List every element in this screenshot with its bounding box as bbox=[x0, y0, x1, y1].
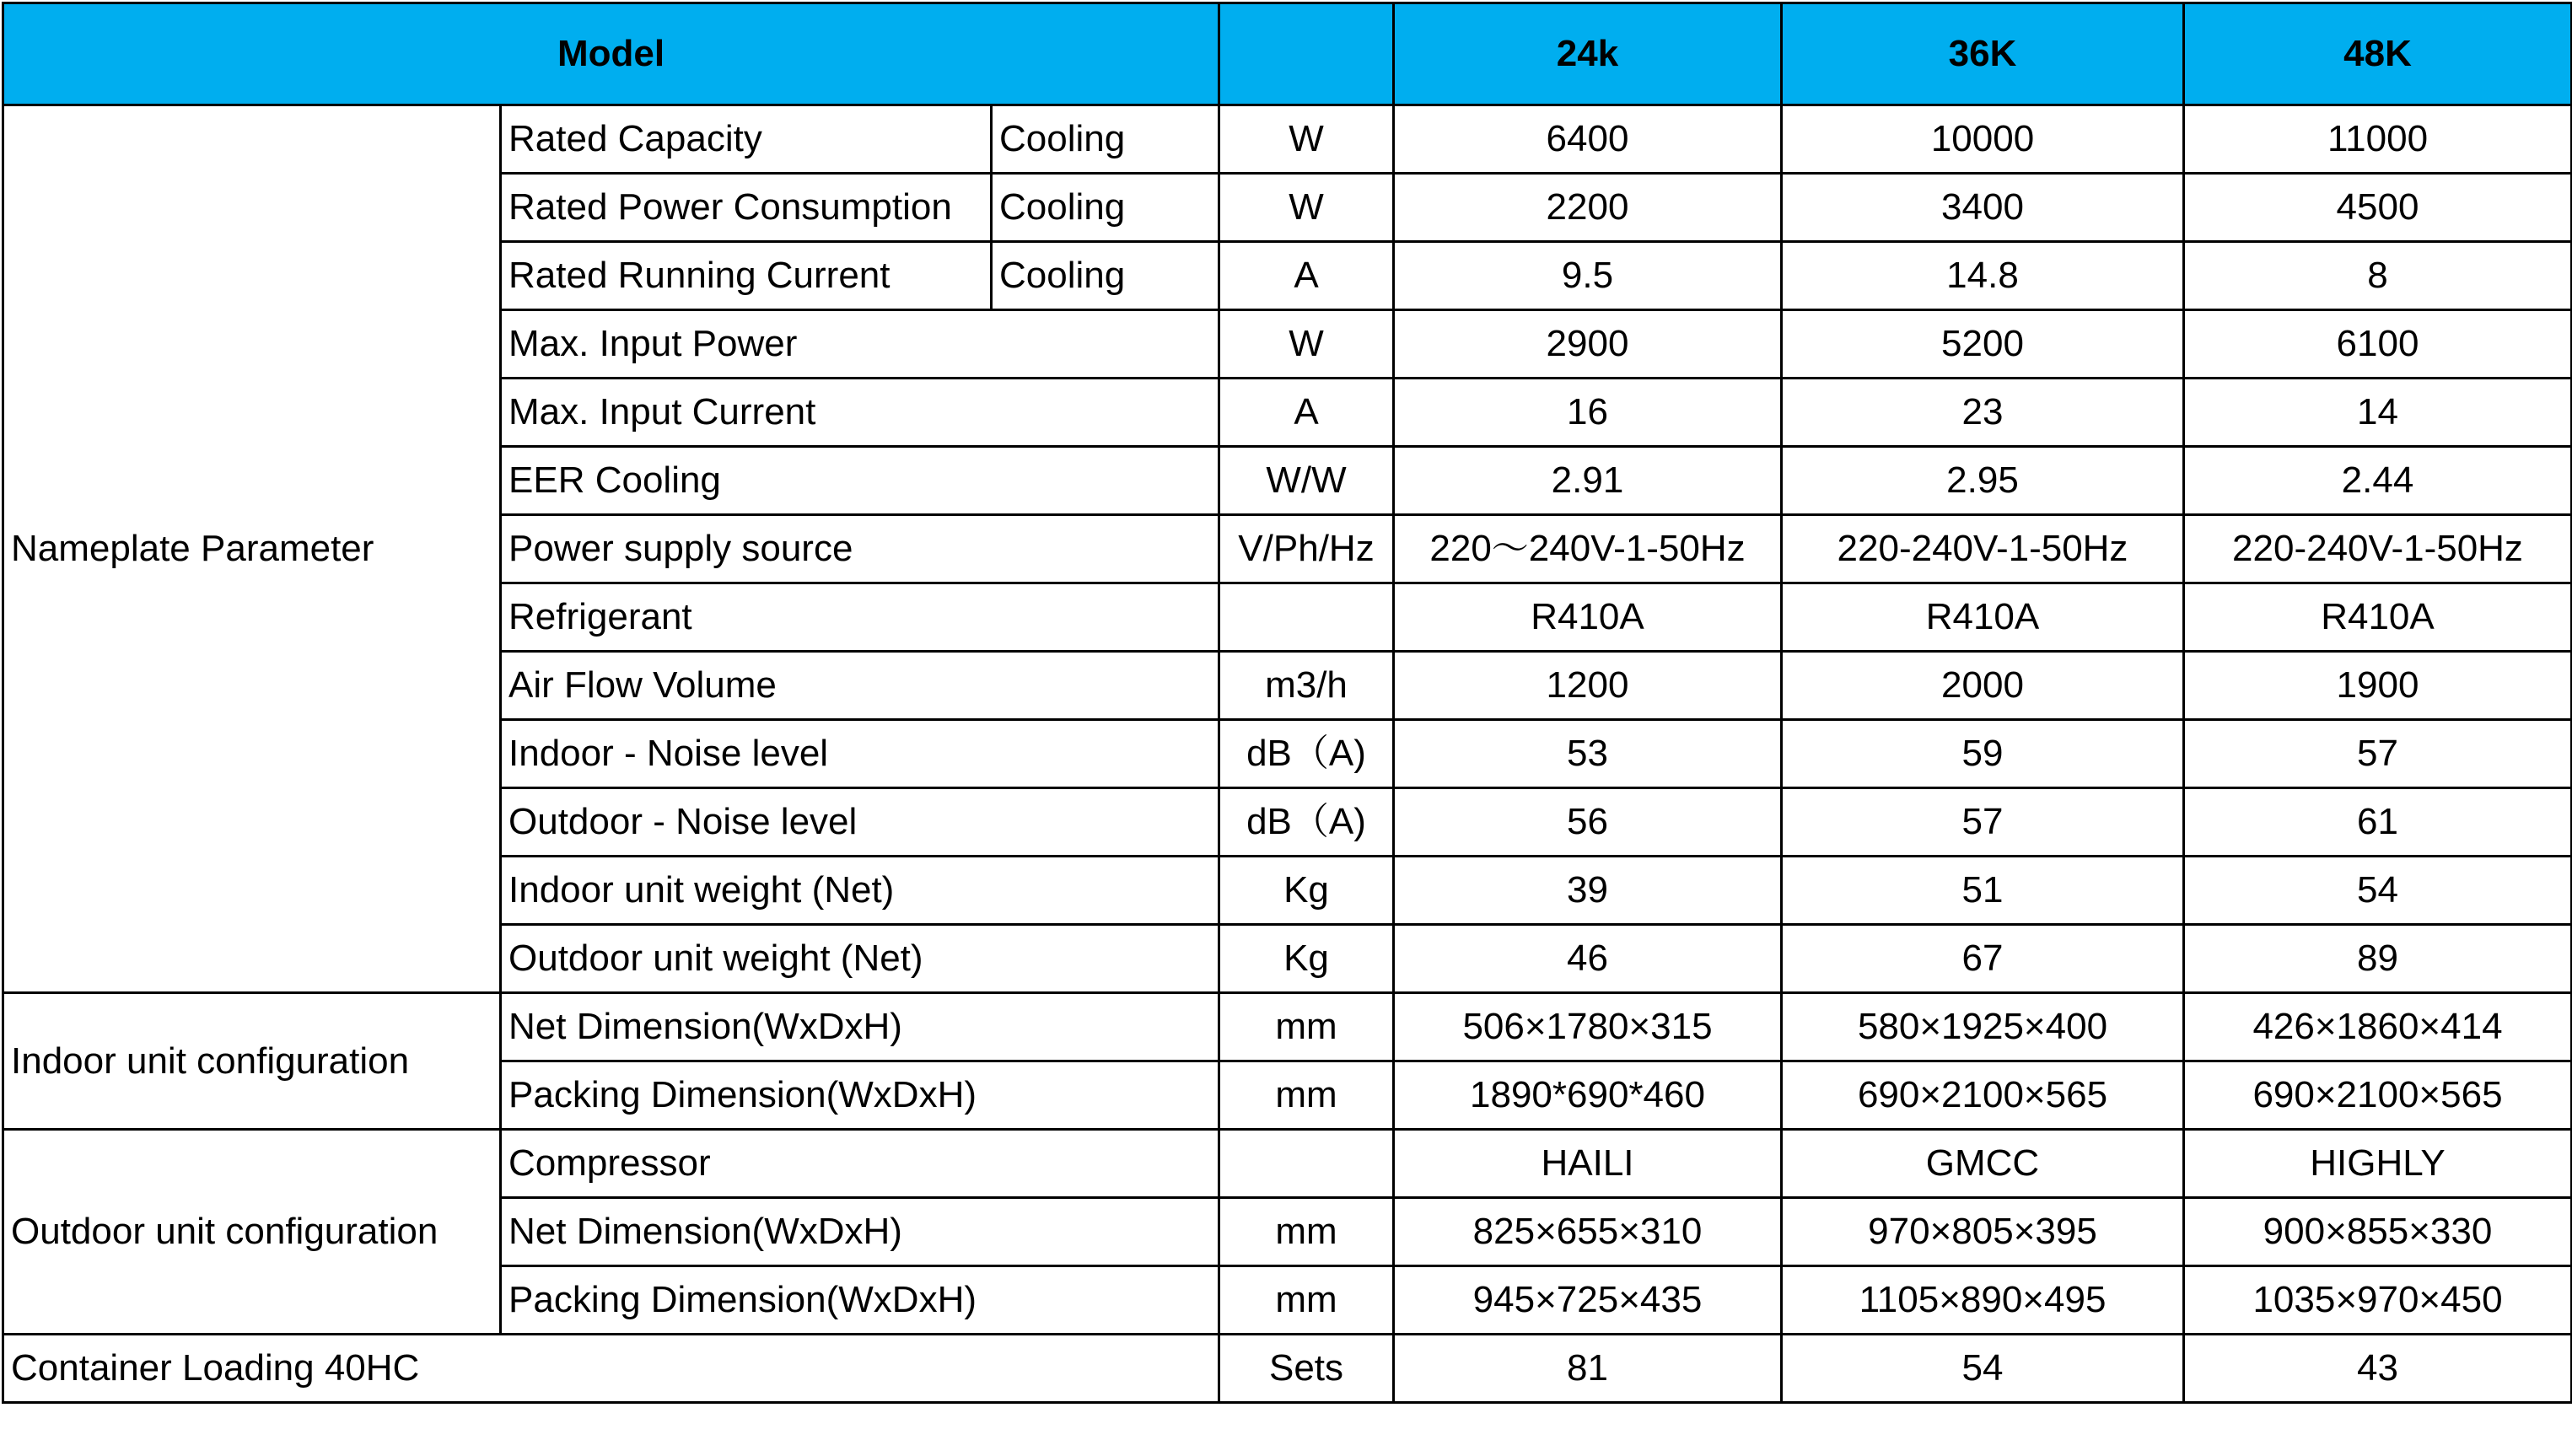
param-cell: Max. Input Power bbox=[501, 310, 1219, 379]
unit-cell bbox=[1219, 1130, 1394, 1198]
value-cell: 61 bbox=[2184, 788, 2572, 857]
param-cell: Max. Input Current bbox=[501, 379, 1219, 447]
unit-cell: mm bbox=[1219, 1061, 1394, 1130]
value-cell: 46 bbox=[1394, 925, 1782, 993]
unit-cell: W bbox=[1219, 310, 1394, 379]
unit-cell: V/Ph/Hz bbox=[1219, 515, 1394, 583]
unit-cell: A bbox=[1219, 242, 1394, 310]
header-row bbox=[3, 3, 2572, 105]
value-cell: 4500 bbox=[2184, 174, 2572, 242]
value-cell: 5200 bbox=[1782, 310, 2184, 379]
value-cell: 39 bbox=[1394, 857, 1782, 925]
value-cell: 9.5 bbox=[1394, 242, 1782, 310]
param-cell: EER Cooling bbox=[501, 447, 1219, 515]
unit-cell bbox=[1219, 583, 1394, 652]
value-cell: 945×725×435 bbox=[1394, 1266, 1782, 1335]
param-cell: Net Dimension(WxDxH) bbox=[501, 1198, 1219, 1266]
value-cell: 2.91 bbox=[1394, 447, 1782, 515]
value-cell: 6100 bbox=[2184, 310, 2572, 379]
group-label-container: Container Loading 40HC bbox=[3, 1335, 1219, 1403]
value-cell: 56 bbox=[1394, 788, 1782, 857]
value-cell: 220-240V-1-50Hz bbox=[1782, 515, 2184, 583]
value-cell: 67 bbox=[1782, 925, 2184, 993]
unit-cell: dB（A) bbox=[1219, 720, 1394, 788]
value-cell: 825×655×310 bbox=[1394, 1198, 1782, 1266]
group-label-nameplate: Nameplate Parameter bbox=[3, 105, 501, 993]
value-cell: 2.95 bbox=[1782, 447, 2184, 515]
param-cell: Indoor unit weight (Net) bbox=[501, 857, 1219, 925]
value-cell: 53 bbox=[1394, 720, 1782, 788]
value-cell: 57 bbox=[2184, 720, 2572, 788]
value-cell: 690×2100×565 bbox=[2184, 1061, 2572, 1130]
value-cell: HAILI bbox=[1394, 1130, 1782, 1198]
unit-cell: mm bbox=[1219, 1198, 1394, 1266]
value-cell: 2.44 bbox=[2184, 447, 2572, 515]
value-cell: 10000 bbox=[1782, 105, 2184, 174]
param-cell: Rated Power Consumption bbox=[501, 174, 992, 242]
value-cell: 970×805×395 bbox=[1782, 1198, 2184, 1266]
param-cell: Compressor bbox=[501, 1130, 1219, 1198]
param-cell: Rated Capacity bbox=[501, 105, 992, 174]
value-cell: 54 bbox=[1782, 1335, 2184, 1403]
value-cell: 57 bbox=[1782, 788, 2184, 857]
unit-cell: Kg bbox=[1219, 925, 1394, 993]
unit-cell: Kg bbox=[1219, 857, 1394, 925]
value-cell: HIGHLY bbox=[2184, 1130, 2572, 1198]
value-cell: 6400 bbox=[1394, 105, 1782, 174]
header-model-48k: 48K bbox=[2184, 3, 2572, 105]
value-cell: R410A bbox=[1782, 583, 2184, 652]
value-cell: 51 bbox=[1782, 857, 2184, 925]
param-cell: Net Dimension(WxDxH) bbox=[501, 993, 1219, 1061]
table-row bbox=[3, 1130, 2572, 1198]
value-cell: 2200 bbox=[1394, 174, 1782, 242]
mode-cell: Cooling bbox=[992, 105, 1219, 174]
value-cell: 54 bbox=[2184, 857, 2572, 925]
header-unit bbox=[1219, 3, 1394, 105]
value-cell: 3400 bbox=[1782, 174, 2184, 242]
value-cell: 89 bbox=[2184, 925, 2572, 993]
value-cell: R410A bbox=[2184, 583, 2572, 652]
unit-cell: dB（A) bbox=[1219, 788, 1394, 857]
value-cell: 8 bbox=[2184, 242, 2572, 310]
value-cell: 14 bbox=[2184, 379, 2572, 447]
header-model-36k: 36K bbox=[1782, 3, 2184, 105]
table-row bbox=[3, 993, 2572, 1061]
unit-cell: mm bbox=[1219, 1266, 1394, 1335]
param-cell: Refrigerant bbox=[501, 583, 1219, 652]
value-cell: 2000 bbox=[1782, 652, 2184, 720]
value-cell: 23 bbox=[1782, 379, 2184, 447]
unit-cell: mm bbox=[1219, 993, 1394, 1061]
param-cell: Rated Running Current bbox=[501, 242, 992, 310]
value-cell: 14.8 bbox=[1782, 242, 2184, 310]
group-label-indoor: Indoor unit configuration bbox=[3, 993, 501, 1130]
value-cell: 1890*690*460 bbox=[1394, 1061, 1782, 1130]
unit-cell: Sets bbox=[1219, 1335, 1394, 1403]
value-cell: 220-240V-1-50Hz bbox=[2184, 515, 2572, 583]
param-cell: Packing Dimension(WxDxH) bbox=[501, 1266, 1219, 1335]
mode-cell: Cooling bbox=[992, 174, 1219, 242]
param-cell: Outdoor - Noise level bbox=[501, 788, 1219, 857]
header-model: Model bbox=[3, 3, 1219, 105]
header-model-24k: 24k bbox=[1394, 3, 1782, 105]
value-cell: 2900 bbox=[1394, 310, 1782, 379]
value-cell: GMCC bbox=[1782, 1130, 2184, 1198]
param-cell: Packing Dimension(WxDxH) bbox=[501, 1061, 1219, 1130]
value-cell: 81 bbox=[1394, 1335, 1782, 1403]
table-row bbox=[3, 105, 2572, 174]
value-cell: 1105×890×495 bbox=[1782, 1266, 2184, 1335]
unit-cell: W/W bbox=[1219, 447, 1394, 515]
param-cell: Outdoor unit weight (Net) bbox=[501, 925, 1219, 993]
unit-cell: A bbox=[1219, 379, 1394, 447]
group-label-outdoor: Outdoor unit configuration bbox=[3, 1130, 501, 1335]
value-cell: 16 bbox=[1394, 379, 1782, 447]
unit-cell: W bbox=[1219, 105, 1394, 174]
value-cell: 43 bbox=[2184, 1335, 2572, 1403]
value-cell: 1200 bbox=[1394, 652, 1782, 720]
value-cell: 11000 bbox=[2184, 105, 2572, 174]
value-cell: 580×1925×400 bbox=[1782, 993, 2184, 1061]
param-cell: Indoor - Noise level bbox=[501, 720, 1219, 788]
value-cell: 1035×970×450 bbox=[2184, 1266, 2572, 1335]
value-cell: 220～240V-1-50Hz bbox=[1394, 515, 1782, 583]
unit-cell: W bbox=[1219, 174, 1394, 242]
value-cell: 900×855×330 bbox=[2184, 1198, 2572, 1266]
value-cell: R410A bbox=[1394, 583, 1782, 652]
value-cell: 1900 bbox=[2184, 652, 2572, 720]
param-cell: Power supply source bbox=[501, 515, 1219, 583]
value-cell: 59 bbox=[1782, 720, 2184, 788]
value-cell: 506×1780×315 bbox=[1394, 993, 1782, 1061]
spec-table bbox=[2, 2, 2572, 1404]
value-cell: 690×2100×565 bbox=[1782, 1061, 2184, 1130]
param-cell: Air Flow Volume bbox=[501, 652, 1219, 720]
value-cell: 426×1860×414 bbox=[2184, 993, 2572, 1061]
unit-cell: m3/h bbox=[1219, 652, 1394, 720]
mode-cell: Cooling bbox=[992, 242, 1219, 310]
table-row bbox=[3, 1335, 2572, 1403]
